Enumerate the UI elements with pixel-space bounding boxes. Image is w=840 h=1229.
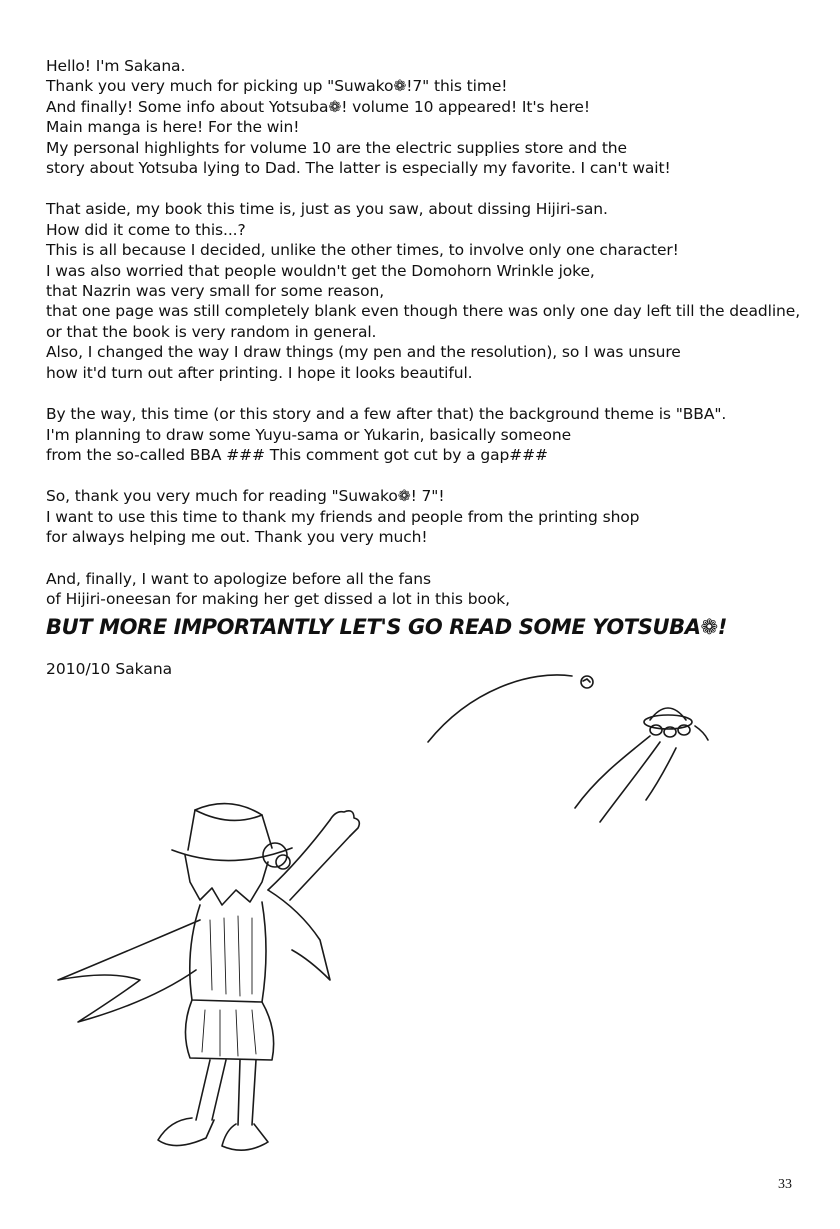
signature-date: 2010/10 Sakana [46, 660, 173, 679]
text-line: that Nazrin was very small for some reason, [46, 282, 385, 301]
text-line: Hello! I'm Sakana. [46, 57, 186, 75]
text-line: that one page was still completely blank even though there was only one day left till the deadline, [46, 302, 801, 321]
motion-trail [600, 742, 660, 822]
text-line: I was also worried that people wouldn't get the Domohorn Wrinkle joke, [46, 261, 595, 280]
paragraph-book-topic [46, 199, 826, 383]
text-line: That aside, my book this time is, just as you saw, about dissing Hijiri-san. [46, 200, 608, 219]
text-line: Main manga is here! For the win! [46, 118, 300, 137]
text-line: from the so-called BBA ### This comment got cut by a gap### [46, 445, 548, 464]
text-line: Also, I changed the way I draw things (my pen and the resolution), so I was unsure [46, 343, 681, 362]
text-line: for always helping me out. Thank you very much! [46, 528, 428, 547]
paragraph-thanks [46, 486, 826, 547]
page-number: 33 [778, 1177, 792, 1192]
text-line: This is all because I decided, unlike the other times, to involve only one character! [46, 241, 679, 260]
text-line: By the way, this time (or this story and a few after that) the background theme is "BBA". [46, 405, 727, 424]
character-illustration [0, 650, 840, 1190]
thrown-hat-icon [581, 676, 593, 688]
character [58, 804, 359, 1151]
text-line: I'm planning to draw some Yuyu-sama or Yukarin, basically someone [46, 425, 572, 444]
ufo-icon [644, 708, 708, 740]
text-line: And, finally, I want to apologize before all the fans [46, 569, 431, 588]
paragraph-apology [46, 569, 826, 642]
text-line: how it'd turn out after printing. I hope it looks beautiful. [46, 363, 473, 382]
paragraph-theme [46, 404, 826, 465]
text-line: So, thank you very much for reading "Suwako❁! 7"! [46, 487, 445, 506]
text-line: And finally! Some info about Yotsuba❁! volume 10 appeared! It's here! [46, 97, 590, 116]
closing-shout: BUT MORE IMPORTANTLY LET'S GO READ SOME YOTSUBA❁! [46, 615, 727, 640]
text-line: Thank you very much for picking up "Suwako❁!7" this time! [46, 77, 508, 96]
paragraph-greeting [46, 56, 826, 178]
text-line: of Hijiri-oneesan for making her get dissed a lot in this book, [46, 589, 510, 608]
text-line: My personal highlights for volume 10 are the electric supplies store and the [46, 138, 627, 157]
text-line: story about Yotsuba lying to Dad. The latter is especially my favorite. I can't wait! [46, 159, 671, 178]
text-line: or that the book is very random in general. [46, 322, 377, 341]
throw-arc [428, 675, 572, 742]
afterword-text [46, 56, 826, 679]
text-line: How did it come to this...? [46, 220, 246, 239]
text-line: I want to use this time to thank my friends and people from the printing shop [46, 507, 640, 526]
